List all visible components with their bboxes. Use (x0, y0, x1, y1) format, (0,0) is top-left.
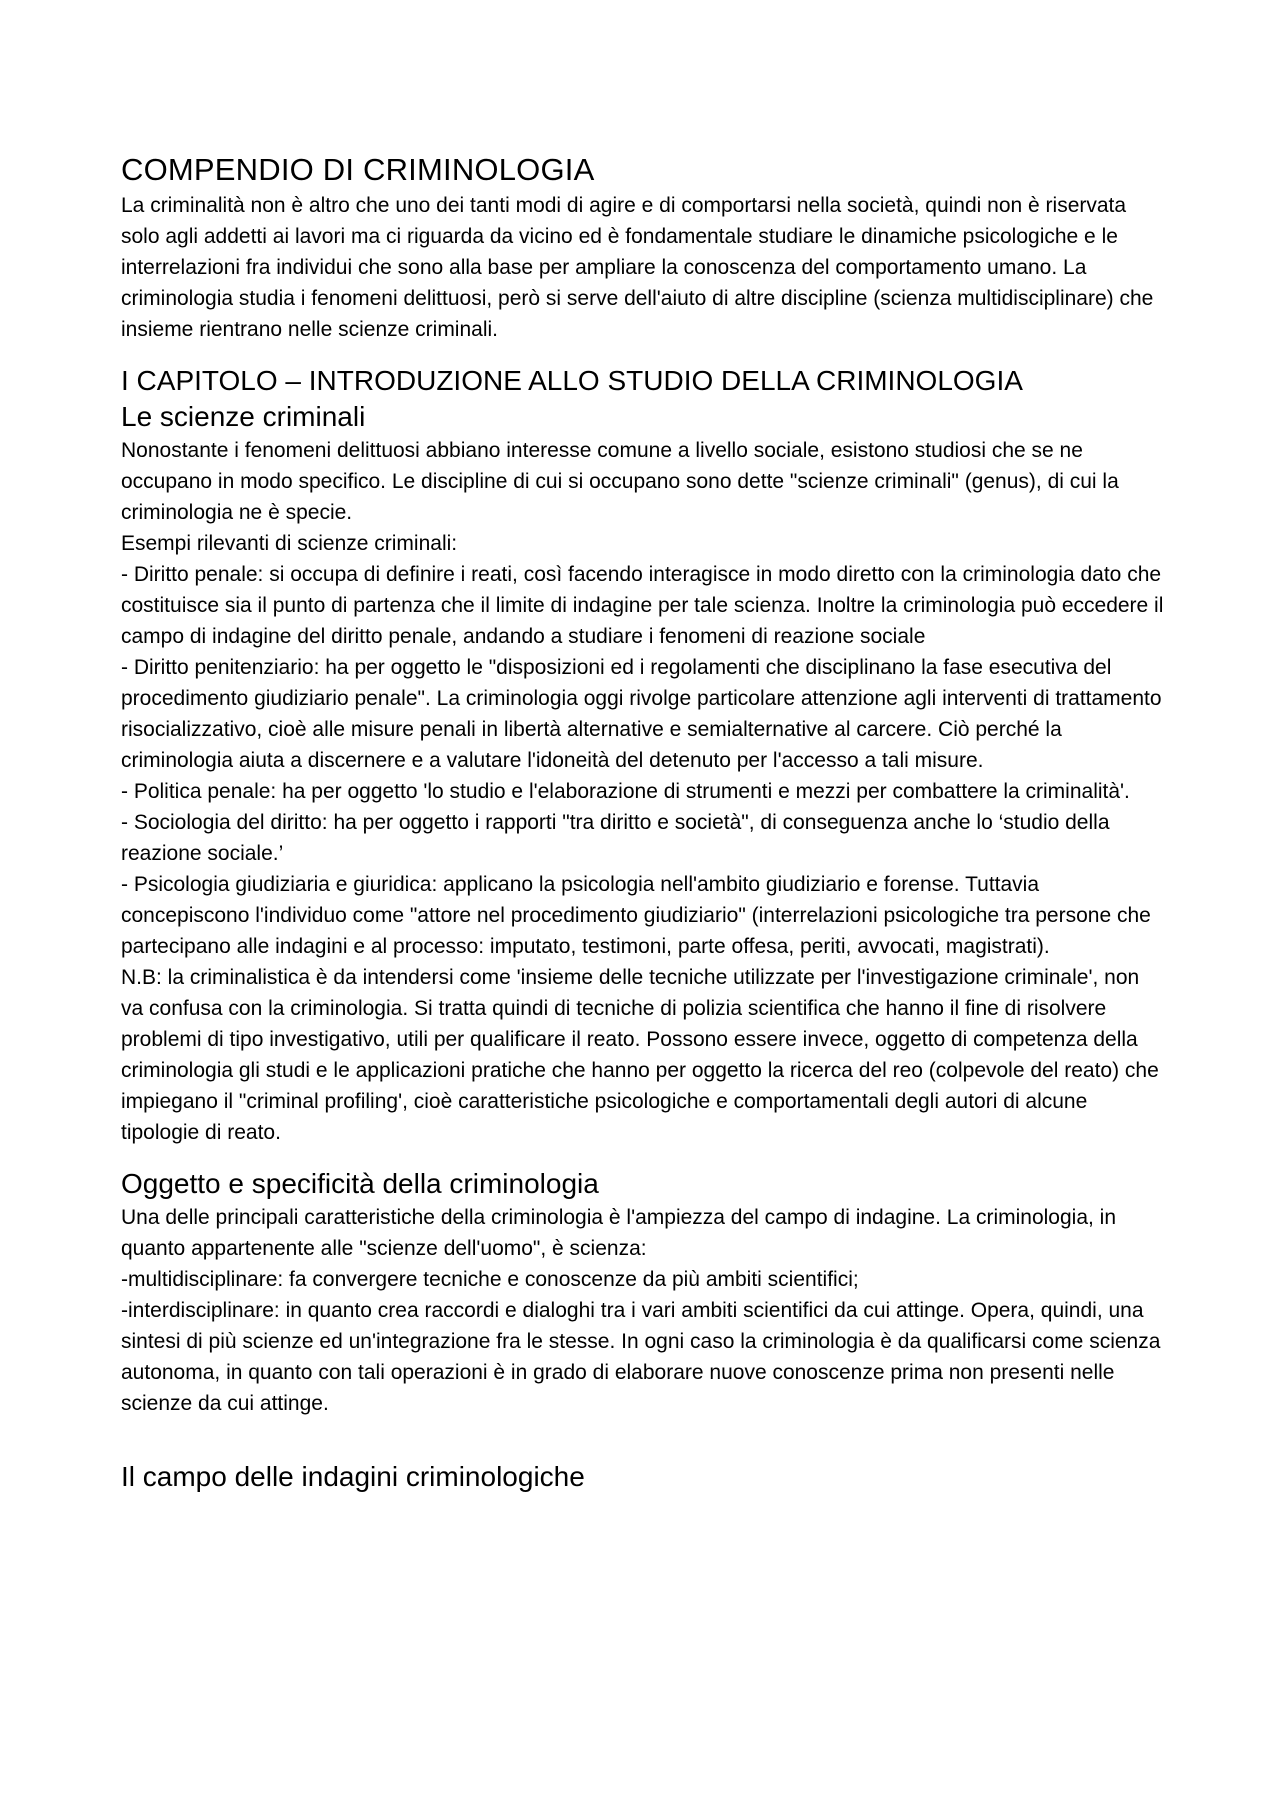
spacer (121, 345, 1166, 363)
document-page (121, 150, 1166, 1495)
list-item-psicologia-giudiziaria: - Psicologia giudiziaria e giuridica: applicano la psicologia nell'ambito giudiziario e forense. Tuttavia concepiscono l'individuo come "attore nel procedimento giudiziario" (interrelazioni psicologiche tra persone che partecipano alle indagini e al processo: imputato, testimoni, parte offesa, periti, avvocati, magistrati). (121, 873, 1151, 958)
list-item-sociologia-del-diritto: - Sociologia del diritto: ha per oggetto i rapporti "tra diritto e società", di conseguenza anche lo ‘studio della reazione sociale.’ (121, 811, 1110, 865)
intro-paragraph: La criminalità non è altro che uno dei tanti modi di agire e di comportarsi nella società, quindi non è riservata solo agli addetti ai lavori ma ci riguarda da vicino ed è fondamentale studiare le dinamiche psicologiche e le interrelazioni fra individui che sono alla base per ampliare la conoscenza del comportamento umano. La criminologia studia i fenomeni delittuosi, però si serve dell'aiuto di altre discipline (scienza multidisciplinare) che insieme rientrano nelle scienze criminali. (121, 194, 1154, 341)
note-paragraph: N.B: la criminalistica è da intendersi come 'insieme delle tecniche utilizzate per l'investigazione criminale', non va confusa con la criminologia. Si tratta quindi di tecniche di polizia scientifica che hanno il fine di risolvere problemi di tipo investigativo, utili per qualificare il reato. Possono essere invece, oggetto di competenza della criminologia gli studi e le applicazioni pratiche che hanno per oggetto la ricerca del reo (colpevole del reato) che impiegano il "criminal profiling', cioè caratteristiche psicologiche e comportamentali degli autori di alcune tipologie di reato. (121, 966, 1159, 1144)
section-heading-oggetto: Oggetto e specificità della criminologia (121, 1168, 599, 1199)
spacer (121, 1419, 1166, 1459)
spacer (121, 1148, 1166, 1166)
list-item-diritto-penale: - Diritto penale: si occupa di definire i reati, così facendo interagisce in modo diretto con la criminologia dato che costituisce sia il punto di partenza che il limite di indagine per tale scienza. Inoltre la criminologia può eccedere il campo di indagine del diritto penale, andando a studiare i fenomeni di reazione sociale (121, 563, 1164, 648)
chapter-title: I CAPITOLO – INTRODUZIONE ALLO STUDIO DELLA CRIMINOLOGIA (121, 365, 1023, 396)
list-item-multidisciplinare: -multidisciplinare: fa convergere tecniche e conoscenze da più ambiti scientifici; (121, 1268, 859, 1291)
paragraph: Esempi rilevanti di scienze criminali: (121, 532, 458, 555)
section-heading-scienze-criminali: Le scienze criminali (121, 401, 366, 432)
paragraph: Una delle principali caratteristiche della criminologia è l'ampiezza del campo di indagine. La criminologia, in quanto appartenente alle "scienze dell'uomo", è scienza: (121, 1206, 1117, 1260)
list-item-diritto-penitenziario: - Diritto penitenziario: ha per oggetto le "disposizioni ed i regolamenti che disciplinano la fase esecutiva del procedimento giudiziario penale". La criminologia oggi rivolge particolare attenzione agli interventi di trattamento risocializzativo, cioè alle misure penali in libertà alternative e semialternative al carcere. Ciò perché la criminologia aiuta a discernere e a valutare l'idoneità del detenuto per l'accesso a tali misure. (121, 656, 1162, 772)
document-title: COMPENDIO DI CRIMINOLOGIA (121, 152, 595, 187)
section-heading-campo-indagini: Il campo delle indagini criminologiche (121, 1461, 585, 1492)
list-item-interdisciplinare: -interdisciplinare: in quanto crea raccordi e dialoghi tra i vari ambiti scientifici da cui attinge. Opera, quindi, una sintesi di più scienze ed un'integrazione fra le stesse. In ogni caso la criminologia è da qualificarsi come scienza autonoma, in quanto con tali operazioni è in grado di elaborare nuove conoscenze prima non presenti nelle scienze da cui attinge. (121, 1299, 1161, 1415)
paragraph: Nonostante i fenomeni delittuosi abbiano interesse comune a livello sociale, esistono studiosi che se ne occupano in modo specifico. Le discipline di cui si occupano sono dette "scienze criminali" (genus), di cui la criminologia ne è specie. (121, 439, 1119, 524)
list-item-politica-penale: - Politica penale: ha per oggetto 'lo studio e l'elaborazione di strumenti e mezzi per combattere la criminalità'. (121, 780, 1130, 803)
